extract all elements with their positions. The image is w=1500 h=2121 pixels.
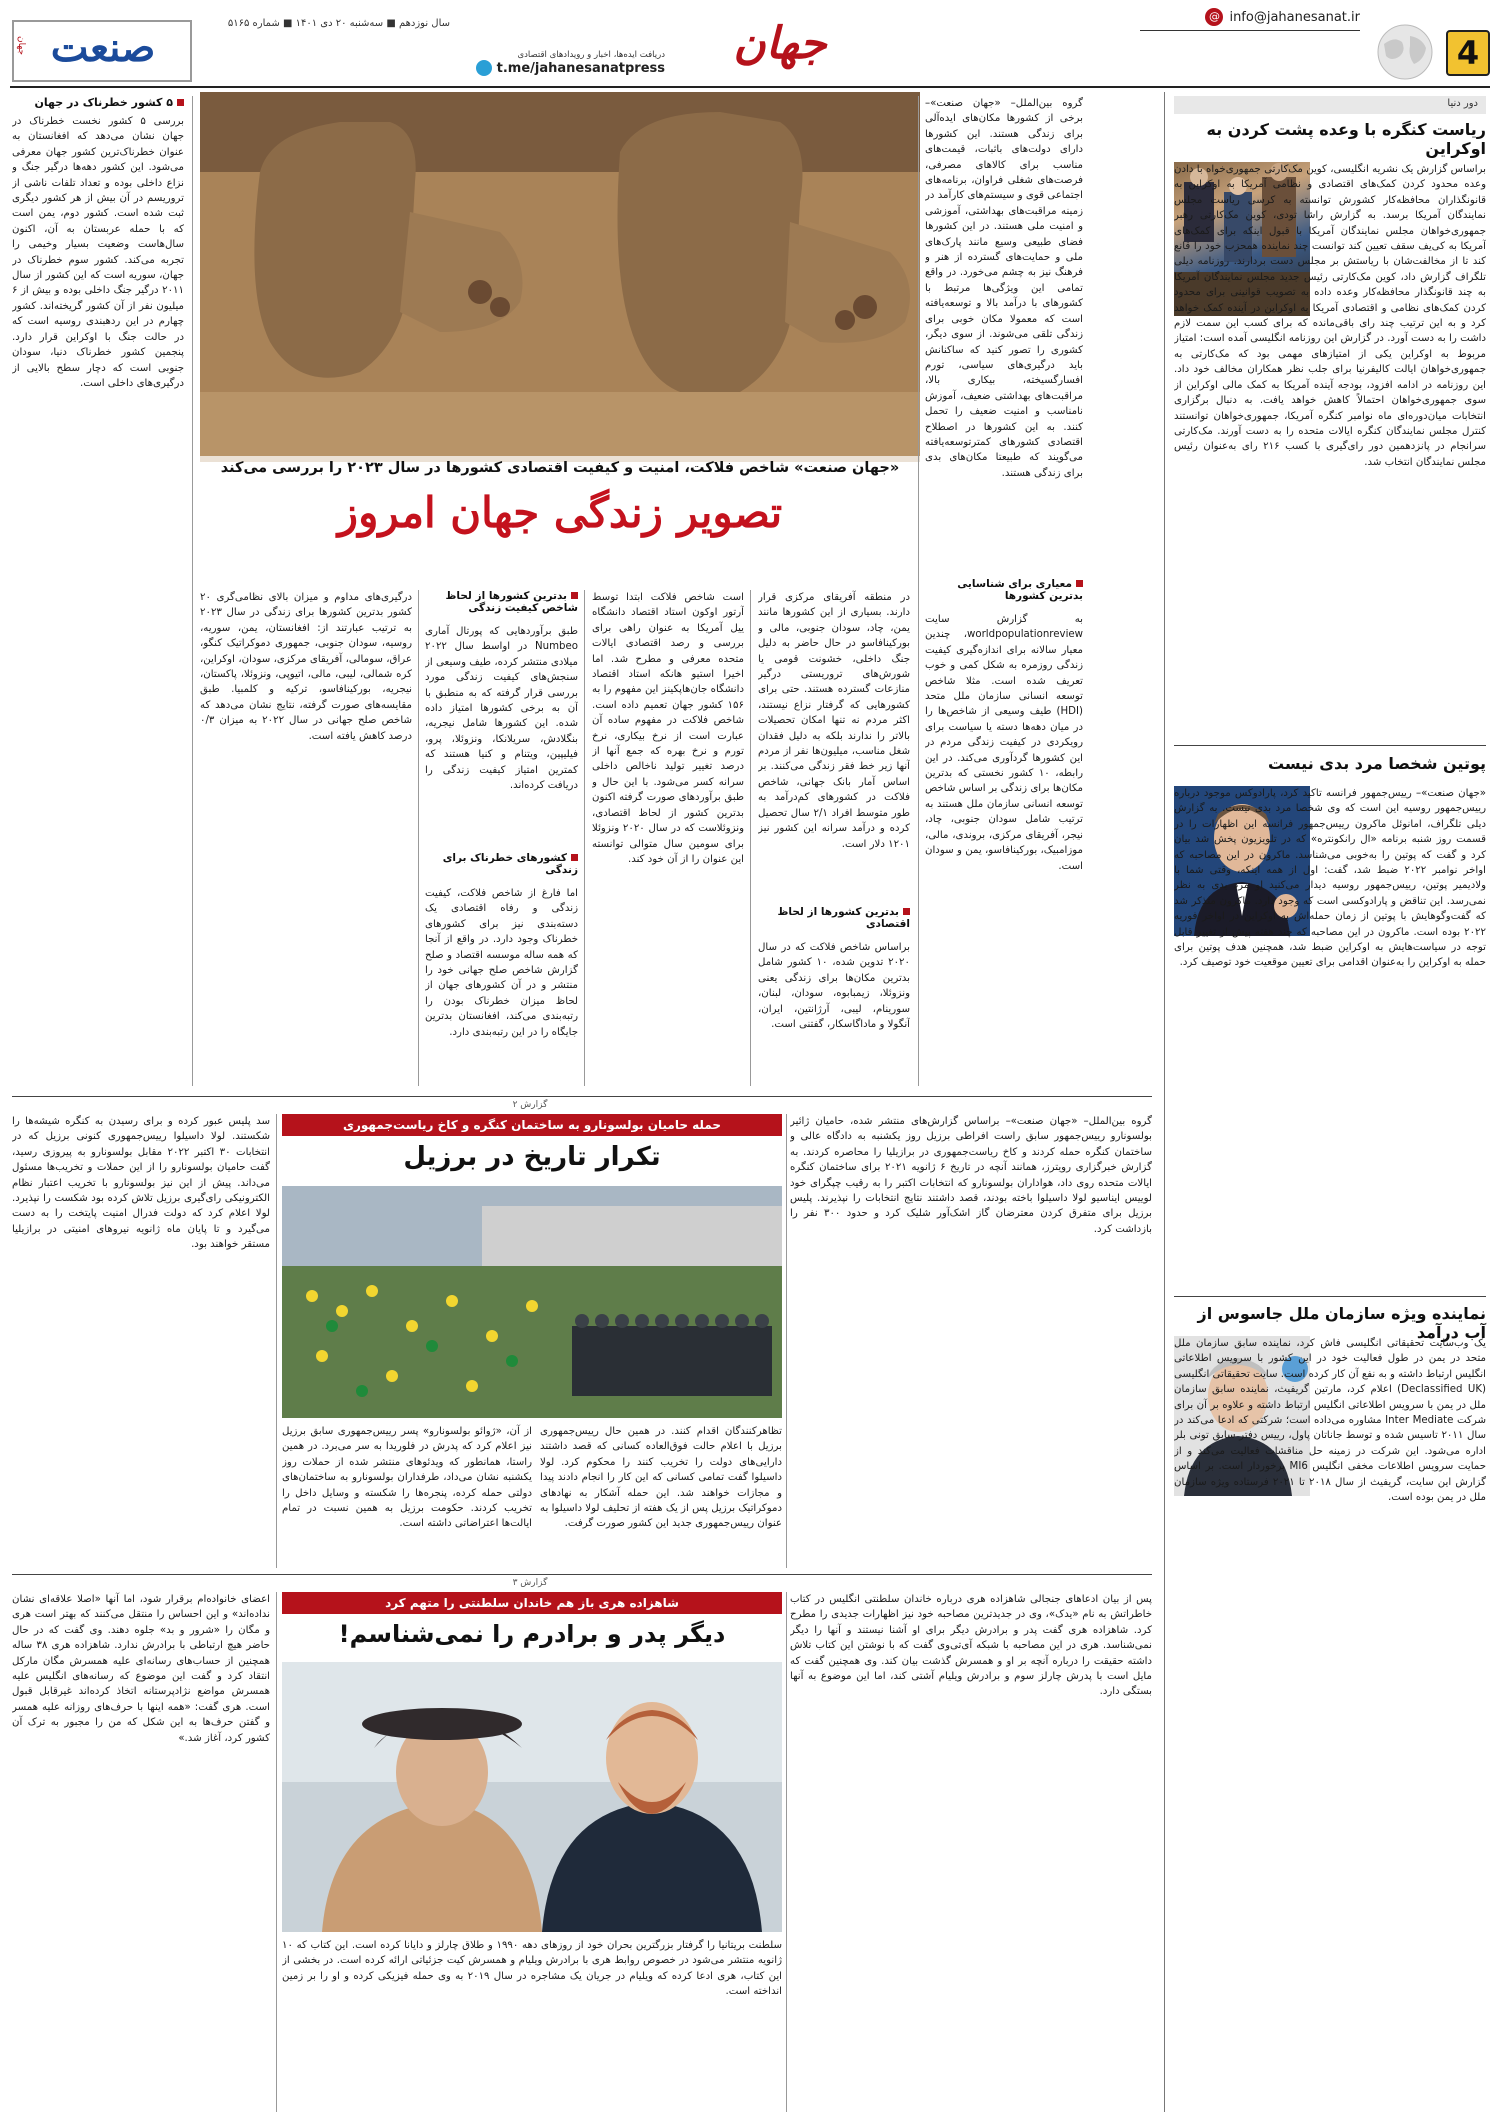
bullet-square — [571, 854, 578, 861]
issue-info: سال نوزدهم ■ سه‌شنبه ۲۰ دی ۱۴۰۱ ■ شماره ۵۱۶۵ — [227, 18, 450, 29]
feature-rule-1 — [918, 96, 919, 1086]
story3-text: یک وب‌سایت تحقیقاتی انگلیسی فاش کرد، نماینده سابق سازمان ملل متحد در یمن در طول فعالیت خود در این کشور با سرویس اطلاعاتی انگلیس ارتباط داشته و به نفع آن کار کرده است. سایت تحقیقاتی انگلیسی (Declassified UK) اعلام کرد، مارتین گریفیث، نماینده سابق سازمان ملل در یمن با سرویس اطلاعاتی انگلیس ارتباط داشته و علاوه بر آن برای شرکت Inter Mediate مشاوره می‌داده است؛ شرکتی که ادعا می‌کند در سال ۲۰۱۱ تاسیس شده و توسط جاناتان پاول، رییس دفتر سابق تونی بلر اداره می‌شود. این شرکت در زمینه حل مناقشات فعالیت می‌کند و از حمایت سرویس اطلاعات مخفی انگلیس MI6 برخوردار است. بر اساس گزارش این سایت، گریفیث از سال ۲۰۱۸ تا ۲۰۲۱ فرستاده ویژه سازمان ملل در یمن بوده است. — [1174, 1338, 1486, 1504]
report2-title: تکرار تاریخ در برزیل — [403, 1142, 661, 1172]
email-block[interactable] — [1140, 6, 1360, 28]
logo — [12, 20, 192, 82]
report2-photo-protest — [282, 1186, 782, 1418]
report2-col4-text: سد پلیس عبور کرده و برای رسیدن به کنگره شیشه‌ها را شکستند. لولا داسیلوا رییس‌جمهوری کنونی برزیل که در انتخابات ۳۰ اکتبر ۲۰۲۲ مقابل بولسونارو به پیروزی رسید، گفت حامیان بولسونارو را از این حملات و تخریب‌ها مسئول می‌داند. پیش از این نیز بولسونارو با تخریب اعتبار نظام الکترونیکی رای‌گیری برزیل تلاش کرده بود شکست را نپذیرد. لولا اعلام کرد که دولت فدرال امنیت پایتخت را به دست می‌گیرد و تا پایان ماه ژانویه نیروهای امنیتی در برازیلیا مستقر خواهند بود. — [12, 1116, 270, 1251]
feature-col2-text: در منطقه آفریقای مرکزی قرار دارند. بسیاری از این کشورها مانند یمن، چاد، سودان جنوبی، مالی و بورکینافاسو در حال حاضر به دلیل جنگ داخلی، خشونت قومی یا شورش‌های تروریستی درگیر منازعات گسترده هستند. حتی برای کشورهایی که گرفتار نزاع نیستند، اکثر مردم نه تنها امکان تحصیلات بالاتر را ندارند بلکه به دلیل فقدان شغل مناسب، میلیون‌ها نفر از مردم آنها زیر خط فقر زندگی می‌کنند. بر اساس آمار بانک جهانی، شاخص فلاکت در کشورهای کم‌درآمد به طور متوسط افراد ۲/۱ سال تحصیل کرده و درآمد سرانه این کشور نیز ۱۲۰۱ دلار است. — [758, 592, 910, 850]
story3-title: نماینده ویژه سازمان ملل جاسوس از آب درآمد — [1197, 1304, 1486, 1342]
globe-icon — [1370, 22, 1440, 82]
mail-icon: @ — [1205, 8, 1223, 26]
report2-rule-2 — [276, 1114, 277, 1568]
right-column-rule — [1164, 92, 1165, 2112]
right-divider-1 — [1174, 745, 1486, 746]
email-text[interactable]: info@jahanesanat.ir — [1229, 9, 1360, 25]
feature-col6-text: بررسی ۵ کشور نخست خطرناک در جهان نشان می‌دهد که افغانستان به عنوان خطرناک‌ترین کشور جهان معرفی می‌شود. این کشور دهه‌ها درگیر جنگ و نزاع داخلی بوده و تعداد تلفات ناشی از تروریسم در آن بیش از هر کشور دیگری ثبت شده است. کشور دوم، یمن است که با حمله عربستان به آن، اکنون سال‌هاست وضعیت بسیار وخیمی را تجربه می‌کند. کشور سوم خطرناک در جهان، سوریه است که این کشور از سال ۲۰۱۱ درگیر جنگ داخلی بوده و بیش از ۶ میلیون نفر از آن کشور گریخته‌اند. کشور چهارم در این ردهبندی روسیه است که در حالت جنگ با اوکراین قرار دارد. پنجمین کشور خطرناک دنیا، سودان جنوبی است که دچار سطح بالایی از درگیری‌های داخلی است. — [12, 116, 184, 389]
telegram-link[interactable]: t.me/jahanesanatpress — [496, 60, 665, 76]
feature-col4b-text: اما فارغ از شاخص فلاکت، کیفیت زندگی و رفاه اقتصادی یک دسته‌بندی نیز برای کشورهای خطرناک وجود دارد. در واقع از آنجا که همه ساله موسسه اقتصاد و صلح گزارش شاخص صلح جهانی خود را منتشر و در آن کشورهای جهان از لحاظ میزان خطرناک بودن را رتبه‌بندی می‌کند، افغانستان بدترین جایگاه را در این رتبه‌بندی دارد. — [425, 888, 578, 1038]
report2-label: گزارش ۲ — [512, 1100, 548, 1110]
bullet-square — [177, 99, 184, 106]
report2-col2-text: تظاهرکنندگان اقدام کنند. در همین حال رییس‌جمهوری برزیل با اعلام حالت فوق‌العاده کسانی که قصد داشتند دارایی‌های دولت را تخریب کنند را محکوم کرد. لولا داسیلوا گفت تمامی کسانی که این کار را انجام دادند پیدا و مجازات خواهند شد. این حمله آشکار به نهادهای دموکراتیک برزیل پس از یک هفته از تحلیف لولا داسیلوا به عنوان رییس‌جمهوری جدید این کشور صورت گرفت. — [540, 1426, 782, 1530]
page-number-box — [1446, 30, 1490, 76]
feature-rule-2 — [750, 590, 751, 1086]
feature-col4-sub-text: بدترین کشورها از لحاظ شاخص کیفیت زندگی — [445, 590, 578, 614]
report2-rule-1 — [786, 1114, 787, 1568]
report3-label: گزارش ۳ — [512, 1578, 548, 1588]
feature-col1-text: گروه بین‌الملل– «جهان صنعت»– برخی از کشورها مکان‌های ایده‌آلی برای زندگی هستند. این کشورها دارای دولت‌های باثبات، قیمت‌های مناسب برای کالاهای مصرفی، فرصت‌های شغلی فراوان، برنامه‌های اجتماعی قوی و سیستم‌های کارآمد در زمینه مراقبت‌های بهداشتی، آموزشی و امنیت ملی هستند. در این کشورها فضای طبیعی وسیع مانند پارک‌های ملی و حمایت‌های گسترده از هنر و فرهنگ نیز به چشم می‌خورد. در واقع تمامی این ویژگی‌ها مرتبط با کشورهای با درآمد بالا و توسعه‌یافته است که معمولا مکان خوبی برای زندگی تلقی می‌شوند. از سوی دیگر، کشوری را تصور کنید که ساکنانش باید درگیری‌های سیاسی، تورم افسارگسیخته، بیکاری بالا، مراقبت‌های بهداشتی ضعیف، آموزش نامناسب و امنیت ضعیف را تحمل کنند. به این کشورها در اصطلاح اقتصادی کشورهای کمترتوسعه‌یافته می‌گویند که طبیعتا مکان‌های بدی برای زندگی هستند. — [925, 98, 1083, 479]
feature-col6-sub — [12, 96, 184, 109]
right-column-label: دور دنیا — [1174, 96, 1486, 114]
telegram-caption: دریافت ایده‌ها، اخبار و رویدادهای اقتصادی — [517, 50, 665, 60]
report3-col2-text: سلطنت بریتانیا را گرفتار بزرگترین بحران خود از روزهای دهه ۱۹۹۰ و طلاق چارلز و دایانا کرده است. این کتاب که ۱۰ ژانویه منتشر می‌شود در خصوص روابط هری با برادرش ویلیام و همسرش کیت جزئیاتی ارائه کرده است. در بخشی از این کتاب، هری ادعا کرده که ویلیام در جریان یک مشاجره در سال ۲۰۱۹ به وی حمله فیزیکی کرده و او را بر زمین انداخته است. — [282, 1940, 782, 1998]
logo-sub: جهان — [16, 36, 26, 56]
report2-col3-text: از آن، «ژوائو بولسونارو» پسر رییس‌جمهوری سابق برزیل نیز اعلام کرد که پدرش در فلوریدا به سر می‌برد. در همین راستا، همانطور که ویدئوهای منتشر شده از حملات روز یکشنبه نشان می‌داد، طرفداران بولسونارو به ساختمان‌های دولتی حمله کرده، پنجره‌ها را شکسته و وسایل داخل را تخریب کردند. حکومت برزیل به همین نسبت در تمام ایالت‌ها اعتراضاتی داشته است. — [282, 1426, 532, 1530]
masthead — [0, 0, 1500, 86]
report2-kicker: حمله حامیان بولسونارو به ساختمان کنگره و کاخ ریاست‌جمهوری — [282, 1114, 782, 1136]
report3-top-rule — [12, 1574, 1152, 1575]
feature-col1-sub-text: معیاری برای شناسایی بدترین کشورها — [957, 578, 1083, 602]
bullet-square — [1076, 580, 1083, 587]
report3-rule-1 — [786, 1592, 787, 2112]
feature-col1-sub — [925, 578, 1083, 602]
story1-title: ریاست کنگره با وعده پشت کردن به اوکراین — [1206, 120, 1486, 158]
report2-col1-text: گروه بین‌الملل– «جهان صنعت»– براساس گزارش‌های منتشر شده، حامیان ژائیر بولسونارو رییس‌جمهور سابق راست افراطی برزیل روز یکشنبه به دادگاه عالی و ساختمان کنگره حمله کردند و کاخ ریاست‌جمهوری در برازیلیا را محاصره کردند. به گزارش خبرگزاری رویترز، همانند آنچه در تاریخ ۶ ژانویه ۲۰۲۱ برای ساختمان کنگره ایالات متحده روی داد، هواداران بولسونارو که انتخابات اکتبر را به رقیب چپگرای خود لوییس ایناسیو لولا داسیلوا باخته بودند، قصد داشتند نتایج انتخابات را نپذیرند. پلیس برزیل برای متفرق کردن معترضان گاز اشک‌آور شلیک کرد و حدود ۳۰۰ نفر را بازداشت کرد. — [790, 1116, 1152, 1235]
story1-text: براساس گزارش یک نشریه انگلیسی، کوین مک‌کارتی جمهوری‌خواه با دادن وعده محدود کردن کمک‌های اقتصادی و نظامی آمریکا به اوکراین به قانونگذاران محافظه‌کار کشورش توانسته به کرسی ریاست مجلس نمایندگان آمریکا برسد. به گزارش راشا تودی، کوین مک‌کارتی رهبر جمهوری‌خواهان مجلس نمایندگان آمریکا با قبول اینکه برای کمک‌های آمریکا به کی‌یف سقف تعیین کند توانست چند نماینده همحزب خود را قانع کند تا از مخالفت‌شان با ریاستش بر مجلس دست بردارند. روزنامه دیلی تلگراف گزارش داد، کوین مک‌کارتی رئیس جدید مجلس نمایندگان آمریکا به چند قانونگذار محافظه‌کار وعده داده به تصویب قوانینی برای محدود کردن کمک‌های نظامی و اقتصادی آمریکا به اوکراین در آینده کمک خواهد کرد و به این ترتیب چند رای باقی‌مانده که برای کسب این سمت لازم داشت را به دست آورد. در گزارش این روزنامه انگلیسی آمده است: امتیاز مربوط به اوکراین یکی از امتیازهای مهمی بود که مک‌کارتی به جمهوری‌خواهان ایالت کالیفرنیا برای جلب نظر همکاران مخالف خود داد. این روزنامه در ادامه افزود، بودجه آینده آمریکا به کمک مالی اوکراین از سوی جمهوری‌خواهان احتمالاً کاهش خواهد یافت. به دنبال برگزاری انتخابات میان‌دوره‌ای ماه نوامبر کنگره آمریکا، جمهوری‌خواهان توانستند کنترل مجلس نمایندگان کنگره ایالات متحده را به دست آورند. مک‌کارتی سرانجام در پانزدهمین دور رای‌گیری با کسب ۲۱۶ رای به‌عنوان رئیس مجلس نمایندگان انتخاب شد. — [1174, 164, 1486, 468]
report3-rule-2 — [276, 1592, 277, 2112]
bullet-square — [903, 908, 910, 915]
logo-text: صنعت — [50, 24, 156, 71]
section-title: جهان — [733, 18, 827, 69]
report2-top-rule — [12, 1096, 1152, 1097]
report3-photo-royals — [282, 1662, 782, 1932]
story2-title: پوتین شخصا مرد بدی نیست — [1267, 754, 1486, 773]
page-number: 4 — [1456, 34, 1480, 72]
feature-col1-wrap — [925, 96, 1083, 576]
feature-rule-4 — [418, 590, 419, 1086]
telegram-icon — [476, 60, 492, 76]
feature-photo-shoes — [200, 92, 920, 462]
feature-col2-sub — [758, 906, 910, 930]
feature-col3-text: است شاخص فلاکت ابتدا توسط آرتور اوکون استاد اقتصاد دانشگاه ییل آمریکا به عنوان راهی برای بررسی و رصد اقتصادی ایالات متحده معرفی و مطرح شد. اما اخیرا استیو هانکه استاد اقتصاد دانشگاه جان‌هاپکینز این مفهوم را به ۱۵۶ کشور جهان تعمیم داده است. شاخص فلاکت در مفهوم ساده آن عبارت است از نرخ بیکاری، نرخ تورم و نرخ بهره که جمع آنها از درصد تغییر تولید ناخالص داخلی سرانه کسر می‌شود. با این حال و طبق برآوردهای صورت گرفته اکنون بدترین کشور از لحاظ اقتصادی، ونزوئلاست که در سال ۲۰۲۰ ونزوئلا برای سومین سال متوالی توانسته این عنوان را از آن خود کند. — [592, 592, 744, 865]
feature-col6-sub-text: ۵ کشور خطرناک در جهان — [34, 96, 173, 109]
feature-kicker: «جهان صنعت» شاخص فلاکت، امنیت و کیفیت اقتصادی کشورها در سال ۲۰۲۳ را بررسی می‌کند — [200, 456, 920, 480]
report3-col3-text: اعضای خانواده‌ام برقرار شود، اما آنها «اصلا علاقه‌ای نشان نداده‌اند» و این احساس را منتقل می‌کنند که بهتر است هری و مگان را «شرور و بد» جلوه دهند. وی گفت که در حال حاضر هیچ ارتباطی با برادرش ندارد. شاهزاده هری ۳۸ ساله همچنین از حساب‌های رسانه‌ای علیه همسرش مگان مارکل انتقاد کرد و گفت این موضوع که رسانه‌های انگلیس علیه همسرش مواضع نژادپرستانه اتخاذ کرده‌اند غیرقابل قبول است. هری گفت: «همه اینها با حرف‌های روزانه علیه همسر و گفتن حرف‌ها به این شکل که من را مجبور به ترک آن کشور کرد، آغاز شد.» — [12, 1594, 270, 1744]
feature-col4-sub2-text: کشورهای خطرناک برای زندگی — [442, 852, 578, 876]
feature-col4-sub — [425, 590, 578, 614]
report3-title: دیگر پدر و برادرم را نمی‌شناسم! — [338, 1620, 726, 1648]
feature-col4-text: طبق برآوردهایی که پورتال آماری Numbeo در اواسط سال ۲۰۲۲ میلادی منتشر کرده، طیف وسیعی از سنجش‌های کیفیت زندگی مورد بررسی قرار گرفته که به منطبق با آن به برخی کشورها امتیاز داده شده. این کشورها شامل نیجریه، بنگلادش، سریلانکا، ونزوئلا، پرو، فیلیپین، ویتنام و کنیا هستند که کمترین امتیاز کیفیت زندگی را دریافت کرده‌اند. — [425, 626, 578, 792]
feature-col4-sub2 — [425, 852, 578, 876]
feature-col1b-text: به گزارش سایت worldpopulationreview، چندین معیار سالانه برای اندازه‌گیری کیفیت زندگی روزمره به شکل کمی و خوب تعریف شده است. مثلا شاخص توسعه انسانی سازمان ملل متحد (HDI) طیف وسیعی از شاخص‌ها را در میان دهه‌ها دسته یا سیاست برای رویکردی در کیفیت زندگی مردم در این کشورها گردآوری می‌کند. در این رابطه، ۱۰ کشور نخستی که بدترین مکان‌ها برای زندگی بر اساس شاخص توسعه انسانی سازمان ملل هستند به ترتیب شامل سودان جنوبی، چاد، نیجر، آفریقای مرکزی، بروندی، مالی، موزامبیک، بورکینافاسو، یمن و سودان است. — [925, 614, 1083, 872]
feature-title: تصویر زندگی جهان امروز — [200, 486, 920, 545]
feature-rule-3 — [584, 590, 585, 1086]
feature-rule-5 — [192, 96, 193, 1086]
story2-text: «جهان صنعت»– رییس‌جمهور فرانسه تاکید کرد، پارادوکس موجود درباره رییس‌جمهور روسیه این است که وی شخصا مرد بدی نیست. به گزارش دیلی تلگراف، امانوئل ماکرون رییس‌جمهور فرانسه این اظهارات را در قسمت روز شنبه برنامه «ال رانکونتره» که در تلویزیون پخش شد بیان کرد و گفت که پوتین را به‌خوبی می‌شناسد. ماکرون در این مصاحبه که اواخر نوامبر ۲۰۲۲ ضبط شد، گفت: اول از همه اینکه، وقتی شما با ولادیمیر پوتین، رییس‌جمهور روسیه دیدار می‌کنید او مرد بدی به نظر نمی‌رسد. این تناقض و پارادوکسی است که وجود دارد. ماکرون متذکر شد که گفت‌وگوهایش با پوتین از زمان حمله‌اش به اوکراین در اواخر فوریه ۲۰۲۲ بوده است. ماکرون در این مصاحبه که چند هفته پیش از تغییر قابل توجه در سیاست‌هایش به اوکراین ضبط شد، همچنین هدف پوتین برای حمله به اوکراین را به‌عنوان اقدامی برای تعیین موقعیت خود توصیف کرد. — [1174, 788, 1486, 969]
feature-col2b-text: براساس شاخص فلاکت که در سال ۲۰۲۰ تدوین شده، ۱۰ کشور شامل بدترین مکان‌ها برای زندگی یعنی ونزوئلا، زیمبابوه، سودان، لبنان، سورینام، لیبی، آرژانتین، ایران، آنگولا و ماداگاسکار، گفتنی است. — [758, 942, 910, 1031]
report3-col1-text: پس از بیان ادعاهای جنجالی شاهزاده هری درباره خاندان سلطنتی انگلیس در کتاب خاطراتش به نام «یدک»، وی در جدیدترین مصاحبه خود نیز اظهارات جدیدی را مطرح کرد. شاهزاده هری گفت پدر و برادرش دیگر برای او آشنا نیستند و آنها را دیگر نمی‌شناسد. هری در این مصاحبه با شبکه آی‌تی‌وی گفت که با نوشتن این کتاب تلاش داشته حقیقت را درباره آنچه بر او و همسرش گذشت بیان کند. وی همچنین گفت که مایل است با پدرش چارلز سوم و برادرش ویلیام آشتی کند، اما این موضوع به آنها بستگی دارد. — [790, 1594, 1152, 1698]
masthead-rule — [10, 86, 1490, 88]
right-divider-2 — [1174, 1296, 1486, 1297]
feature-col5-text: درگیری‌های مداوم و میزان بالای نظامی‌گری ۲۰ کشور بدترین کشورها برای زندگی در سال ۲۰۲۳ به ترتیب عبارتند از: افغانستان، یمن، سوریه، روسیه، سودان جنوبی، جمهوری دموکراتیک کنگو، عراق، سومالی، آفریقای مرکزی، سودان، اوکراین، کره شمالی، لیبی، مالی، اتیوپی، ونزوئلا، پاکستان، نیجریه، بورکینافاسو، ترکیه و کلمبیا. طبق مقایسه‌های صورت گرفته، نتایج نشان می‌دهد که شاخص صلح جهانی در سال ۲۰۲۲ به میزان ۰/۳ درصد کاهش یافته است. — [200, 592, 412, 742]
report3-kicker: شاهزاده هری باز هم خاندان سلطنتی را متهم کرد — [282, 1592, 782, 1614]
telegram-block[interactable] — [455, 50, 665, 84]
feature-col2-sub-text: بدترین کشورها از لحاظ اقتصادی — [777, 906, 910, 930]
bullet-square — [571, 592, 578, 599]
email-underline — [1140, 30, 1360, 31]
